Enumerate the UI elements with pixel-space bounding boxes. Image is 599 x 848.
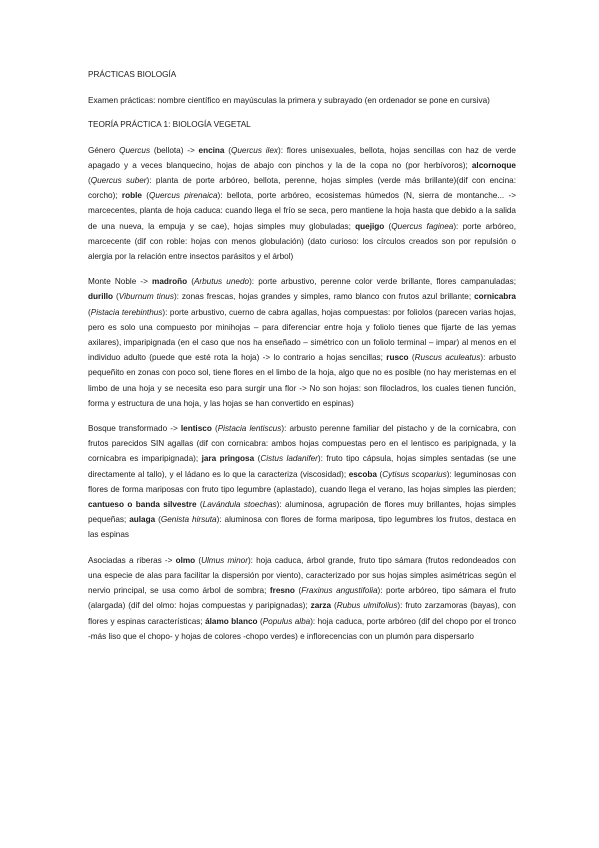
species-common-name: zarza	[310, 601, 332, 611]
paragraph-bosque-transformado	[88, 421, 516, 543]
scientific-name: Genista hirsuta	[160, 515, 217, 525]
paragraph-text: (	[113, 292, 119, 302]
species-common-name: roble	[121, 191, 142, 201]
paragraph-text: (	[88, 307, 91, 317]
scientific-name: Viburnum tinus	[118, 292, 174, 302]
paragraph-text: (	[408, 353, 415, 363]
scientific-name: Quercus pirenaica	[149, 191, 218, 201]
scientific-name: Cistus ladanifer	[260, 454, 318, 464]
paragraph-text: ): bellota, porte arbóreo, ecosistemas húmedos (N, sierra de montanche... -> marcecentes, planta de hoja caduca: cuando llega el frío se seca, pero mantiene la hoja hasta que debido a la salida de una nueva, la empuja y se cae), hojas simples muy globuladas;	[88, 191, 516, 231]
paragraph-text: ): fruto tipo cápsula, hojas simples sentadas (se une directamente al tallo), y el ládano es lo que la caracteriza (viscosidad);	[88, 454, 516, 479]
paragraph-text: (	[195, 555, 202, 565]
paragraph-text: (	[187, 277, 194, 287]
species-common-name: álamo blanco	[205, 616, 258, 626]
paragraph-text: (	[155, 515, 161, 525]
paragraph-monte-noble	[88, 274, 516, 411]
paragraph-text: Bosque transformado ->	[88, 424, 181, 434]
scientific-name: Lavándula stoechas	[202, 500, 277, 510]
paragraph-text: ): hoja caduca, árbol grande, fruto tipo sámara (frutos redondeados con una especie de alas para facilitar la dispersión por viento), caracterizado por sus hojas simples asimétricas según el nervio principal, se usa como árbol de sombra;	[88, 555, 516, 596]
scientific-name: Arbutus unedo	[193, 277, 250, 287]
paragraph-text: ): arbusto perenne familiar del pistacho y de la cornicabra, con frutos parecidos SIN agallas (dif con cornicabra: ambos hojas compuestas pero en el lentisco es paripignada, y la cornicabra es imparipignada);	[88, 424, 516, 464]
species-common-name: durillo	[88, 292, 114, 302]
paragraph-text: ): flores unisexuales, bellota, hojas sencillas con haz de verde apagado y a veces blanquecino, hojas de abajo con pinchos y la de la copa no (por herbívoros);	[88, 145, 516, 170]
paragraph-text: (	[384, 221, 392, 231]
species-common-name: olmo	[175, 555, 196, 565]
scientific-name: Cytisus scoparius	[382, 469, 447, 479]
document-body	[88, 67, 516, 644]
paragraph-text: ): aluminosa, agrupación de flores muy brillantes, hojas simples pequeñas;	[88, 500, 516, 525]
species-common-name: encina	[198, 145, 225, 155]
paragraph-text: Monte Noble ->	[88, 277, 153, 287]
paragraph-text: (	[141, 191, 150, 201]
scientific-name: Quercus	[119, 145, 151, 155]
paragraph-text: (	[294, 586, 302, 596]
paragraph-text: (bellota) ->	[150, 145, 199, 155]
paragraph-text: ): porte arbóreo, marcecente (dif con roble: hojas con menos globulación) (dato curioso: los círculos creados son por repulsión o alergia por la relación entre insectos parásitos y el árbol)	[88, 221, 516, 262]
section-heading: TEORÍA PRÁCTICA 1: BIOLOGÍA VEGETAL	[88, 120, 251, 130]
paragraph-text: ): aluminosa con flores de forma mariposa, tipo legumbres los frutos, destaca en las espinas	[88, 515, 516, 540]
scientific-name: Ruscus aculeatus	[414, 353, 481, 363]
species-common-name: rusco	[386, 353, 409, 363]
intro-paragraph: Examen prácticas: nombre científico en mayúsculas la primera y subrayado (en ordenador se pone en cursiva)	[88, 96, 490, 106]
species-common-name: quejigo	[355, 221, 385, 231]
paragraph-riberas	[88, 553, 516, 644]
paragraph-text: ): porte arbóreo, tipo sámara el fruto (alargada) (dif del olmo: hojas compuestas y paripignadas);	[88, 586, 516, 611]
paragraph-text: ): porte arbustivo, cuerno de cabra agallas, hojas compuestas: por foliolos (parecen varias hojas, pero es solo una compuesto por minihojas – para diferenciar entre hoja y foliolo tienes que fijarte de las yemas axilares), imparipignada (en el caso que nos ha enseñado – simétrico con un foliolo terminal – impar) al menos en el individuo adulto (puede que esté rota la hoja) -> lo contrario a hojas sencillas;	[88, 307, 517, 363]
paragraph-text: (	[376, 469, 383, 479]
scientific-name: Pistacia lentiscus	[217, 424, 282, 434]
paragraph-text: (	[211, 424, 218, 434]
species-common-name: aulaga	[129, 515, 156, 525]
paragraph-text: Género	[88, 145, 120, 155]
paragraph-text: ): leguminosas con flores de forma mariposas con fruto tipo legumbre (aplastado), cuando llega el verano, las hojas simples las pierden;	[88, 469, 516, 494]
scientific-name: Rubus ulmifolius	[336, 601, 398, 611]
paragraph-text: ): porte arbustivo, perenne color verde brillante, flores campanuladas;	[249, 277, 516, 287]
species-common-name: alcornoque	[471, 160, 516, 170]
paragraph-text: (	[257, 616, 263, 626]
species-common-name: fresno	[269, 586, 295, 596]
species-common-name: jara pringosa	[201, 454, 255, 464]
scientific-name: Populus alba	[262, 616, 311, 626]
paragraph-text: ): arbusto pequeñito en zonas con poco sol, tiene flores en el limbo de la hoja, algo que no es posible (no hay meristemas en el limbo de una hoja y se necesita eso para surgir una flor -> No son hojas: son filocladros, los cuales tienen función, forma y estructura de una hoja, y las hojas se han convertido en espinas)	[88, 353, 516, 408]
paragraph-text: ): hoja caduca, porte arbóreo (dif del chopo por el tronco -más liso que el chopo- y hojas de colores -chopo verdes) e inflorecencias con un plumón para dispersarlo	[88, 616, 517, 641]
paragraph-text: (	[254, 454, 261, 464]
species-common-name: lentisco	[180, 424, 212, 434]
scientific-name: Quercus ilex	[230, 145, 278, 155]
scientific-name: Pistacia terebinthus	[90, 307, 163, 317]
species-common-name: cantueso o banda silvestre	[88, 500, 197, 510]
species-common-name: cornicabra	[474, 292, 516, 302]
scientific-name: Quercus faginea	[391, 221, 454, 231]
paragraph-text: ): planta de porte arbóreo, bellota, perenne, hojas simples (verde más brillante)(dif con encina: corcho);	[88, 176, 516, 201]
paragraph-text: (	[331, 601, 337, 611]
scientific-name: Fraxinus angustifolia	[301, 586, 378, 596]
paragraph-text: ): zonas frescas, hojas grandes y simples, ramo blanco con frutos azul brillante;	[173, 292, 475, 302]
document-title: PRÁCTICAS BIOLOGÍA	[88, 70, 177, 79]
species-common-name: madroño	[152, 277, 188, 287]
paragraph-quercus	[88, 143, 516, 265]
scientific-name: Quercus suber	[90, 176, 147, 186]
scientific-name: Ulmus minor	[201, 555, 248, 565]
paragraph-text: ): fruto zarzamoras (bayas), con flores y espinas características;	[88, 601, 516, 626]
paragraph-text: Asociadas a riberas ->	[88, 555, 176, 565]
species-common-name: escoba	[348, 469, 377, 479]
paragraph-text: (	[88, 176, 91, 186]
paragraph-text: (	[196, 500, 203, 510]
paragraph-text: (	[224, 145, 231, 155]
